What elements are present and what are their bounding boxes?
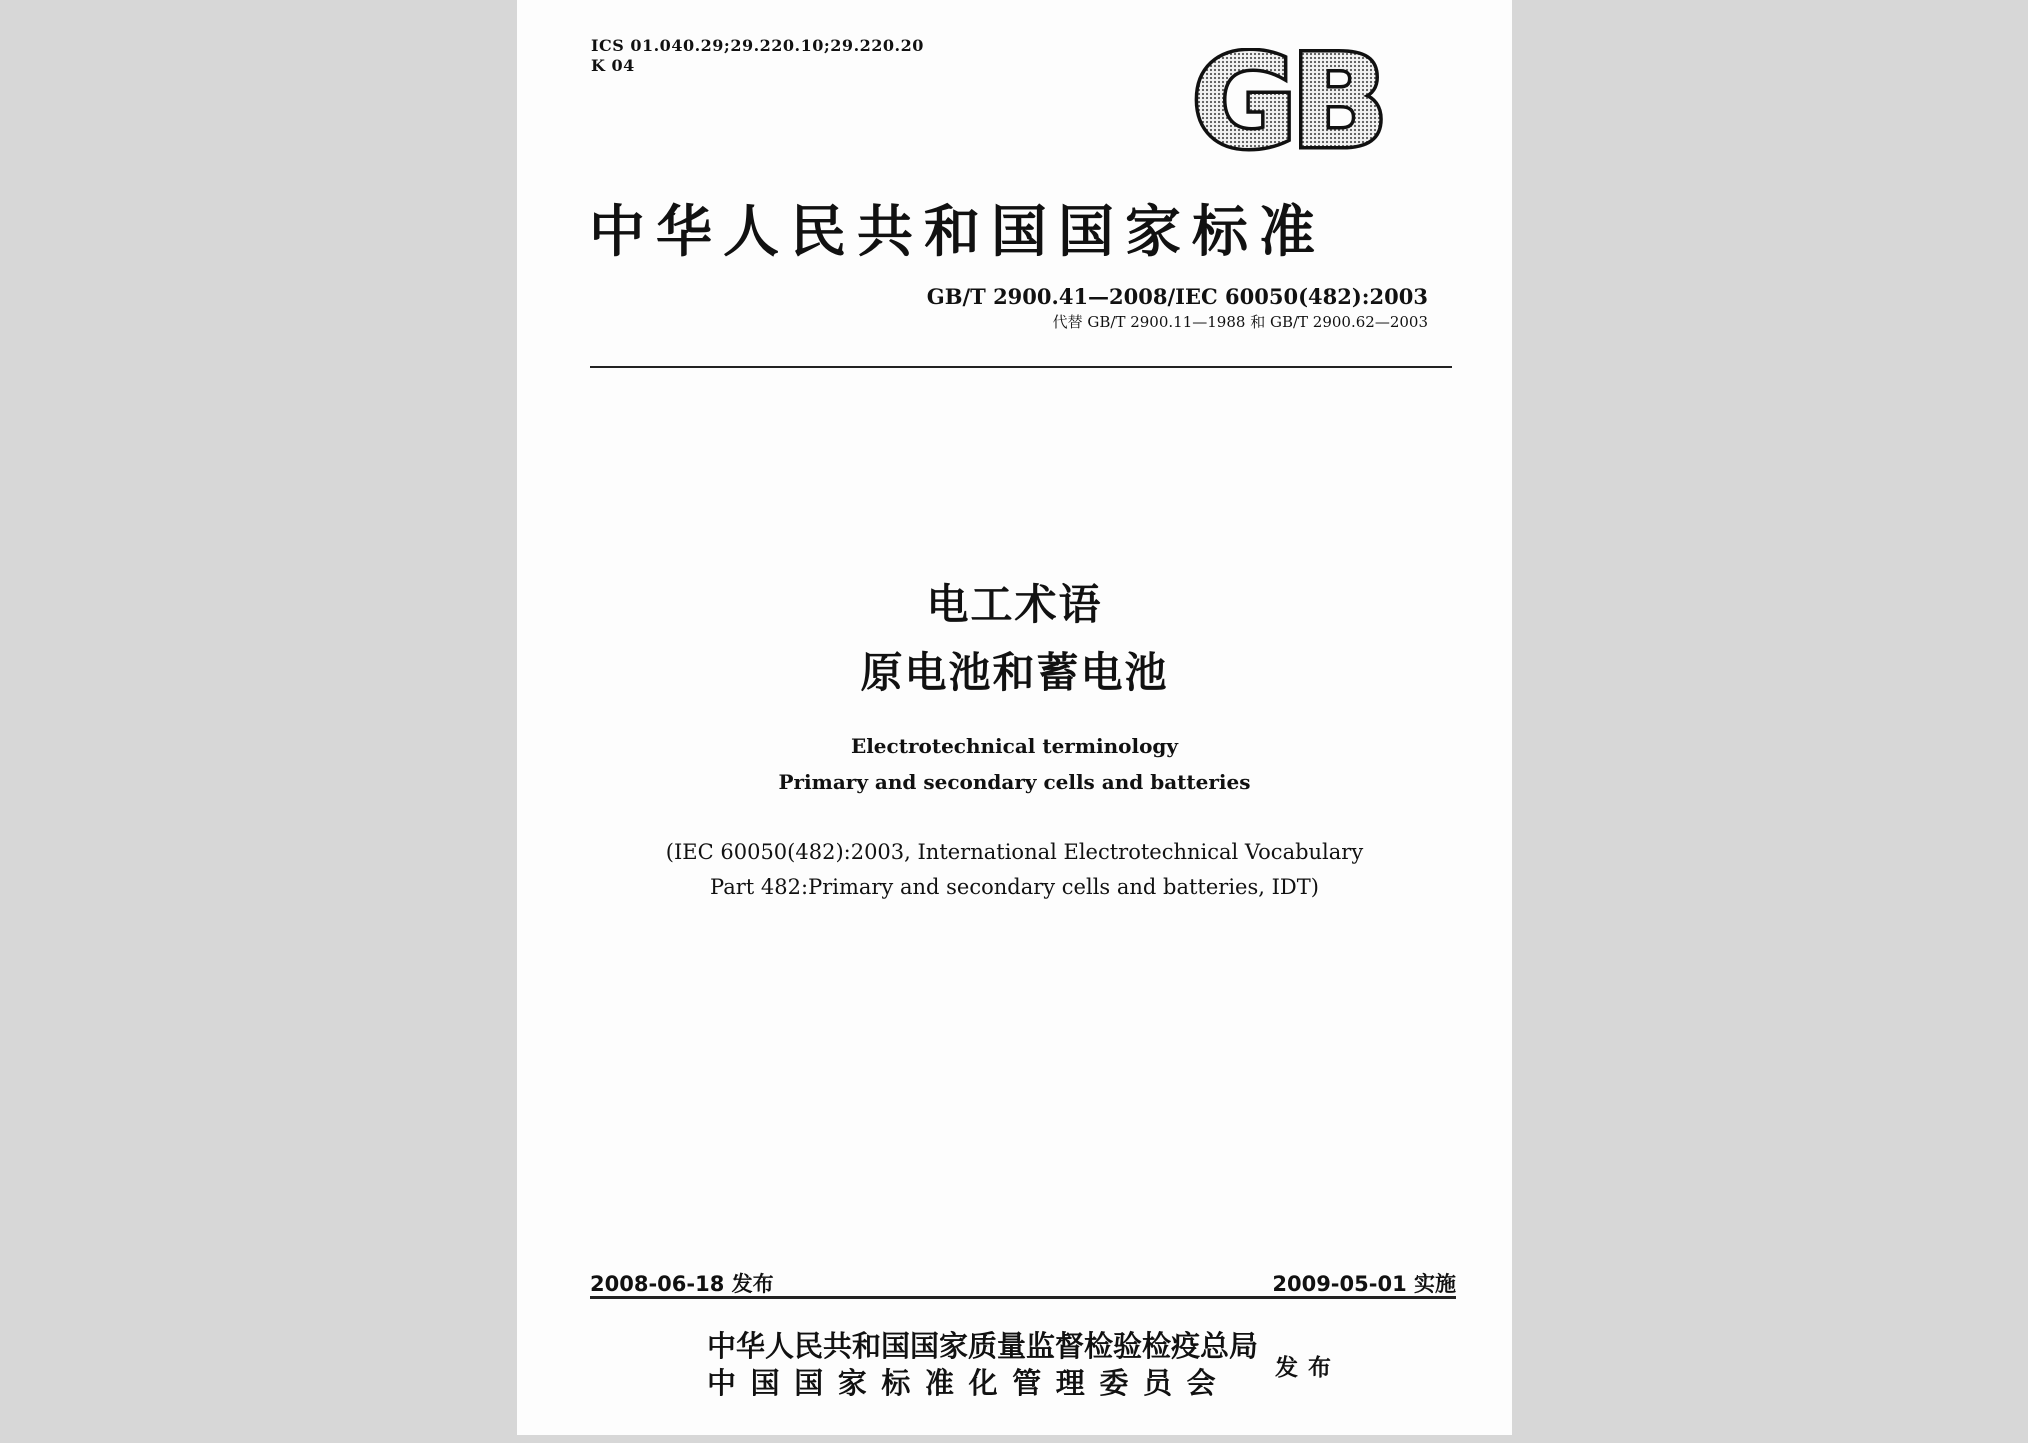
english-title-line2: Primary and secondary cells and batteries [778, 770, 1251, 794]
issue-label: 发布 [1275, 1355, 1341, 1381]
national-standard-title: 中华人民共和国国家标准 [589, 199, 1326, 265]
chinese-title-line2: 原电池和蓄电池 [860, 648, 1169, 697]
standard-number: GB/T 2900.41—2008/IEC 60050(482):2003 [926, 284, 1428, 309]
classification-codes [591, 36, 924, 76]
issuer-sac: 中国国家标准化管理委员会 [707, 1366, 1231, 1400]
publish-date: 2008-06-18 发布 [590, 1272, 774, 1296]
gb-logo-text: GB [1191, 48, 1383, 156]
standard-number-block [927, 284, 1428, 332]
iec-reference-line1: (IEC 60050(482):2003, International Electrotechnical Vocabulary [665, 840, 1364, 864]
implementation-date: 2009-05-01 实施 [1272, 1272, 1456, 1296]
issuing-authorities [707, 1328, 1258, 1402]
header-divider [590, 366, 1452, 368]
replaces-note: 代替 GB/T 2900.11—1988 和 GB/T 2900.62—2003 [1052, 313, 1428, 331]
iec-reference-line2: Part 482:Primary and secondary cells and batteries, IDT) [710, 875, 1319, 899]
chinese-title-line1: 电工术语 [926, 580, 1103, 629]
footer-divider [590, 1296, 1456, 1299]
gb-logo [1181, 48, 1394, 156]
ics-code: ICS 01.040.29;29.220.10;29.220.20 [591, 36, 924, 55]
standard-cover-page [517, 0, 1512, 1435]
english-title-line1: Electrotechnical terminology [850, 734, 1179, 758]
issuer-aqsiq: 中华人民共和国国家质量监督检验检疫总局 [707, 1329, 1259, 1363]
ccs-code: K 04 [591, 56, 635, 75]
